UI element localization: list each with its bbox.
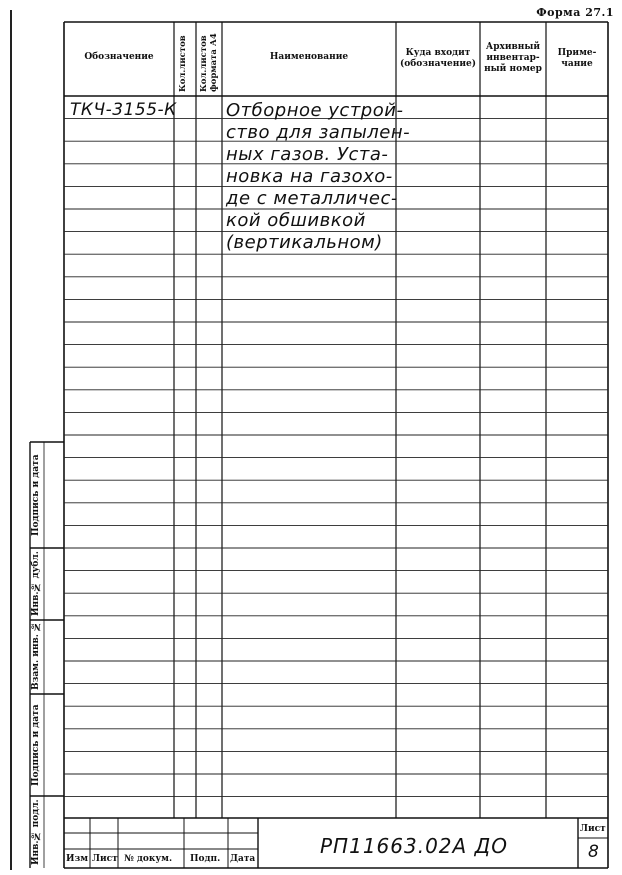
col-header-sheet-count-a4: Кол.листов формата А4 [199, 33, 219, 92]
stamp-label-list: Лист [92, 854, 118, 864]
col-header-name: Наименование [269, 52, 349, 62]
entry-name-line: (вертикальном) [226, 232, 383, 253]
entry-name-line: ство для запылен- [226, 122, 411, 143]
col-header-where-used: Куда входит (обозначение) [400, 48, 476, 69]
entry-name-line: Отборное устрой- [226, 100, 404, 121]
entry-name-line: де с металличес- [226, 188, 398, 209]
entry-name-line: новка на газохо- [226, 166, 393, 187]
side-label-signature-date: Подпись и дата [31, 704, 41, 786]
side-label-inv-dupl: Инв.№ дубл. [31, 551, 41, 616]
entry-name-line: ных газов. Уста- [226, 144, 389, 165]
form-label: Форма 27.1 [536, 6, 614, 19]
entry-designation: ТКЧ-3155-К [70, 100, 177, 120]
col-header-archive-number: Архивный инвентар-ный номер [484, 42, 542, 74]
stamp-label-data: Дата [230, 854, 256, 864]
side-label-inv-orig: Инв.№ подл. [31, 799, 41, 865]
stamp-label-izm: Изм [66, 854, 89, 864]
entry-name-line: кой обшивкой [226, 210, 366, 231]
col-header-note: Приме-чание [557, 48, 597, 69]
side-label-vzam-inv: Взам. инв. № [31, 620, 41, 690]
side-label-signature-date: Подпись и дата [31, 454, 41, 536]
sheet-number: 8 [588, 842, 599, 862]
stamp-label-podp: Подп. [190, 854, 221, 864]
sheet-label: Лист [580, 824, 606, 834]
stamp-label-doc-no: № докум. [124, 854, 173, 864]
col-header-designation: Обозначение [84, 52, 154, 62]
document-number: РП11663.02А ДО [320, 834, 508, 858]
col-header-sheet-count: Кол.листов [178, 35, 188, 92]
